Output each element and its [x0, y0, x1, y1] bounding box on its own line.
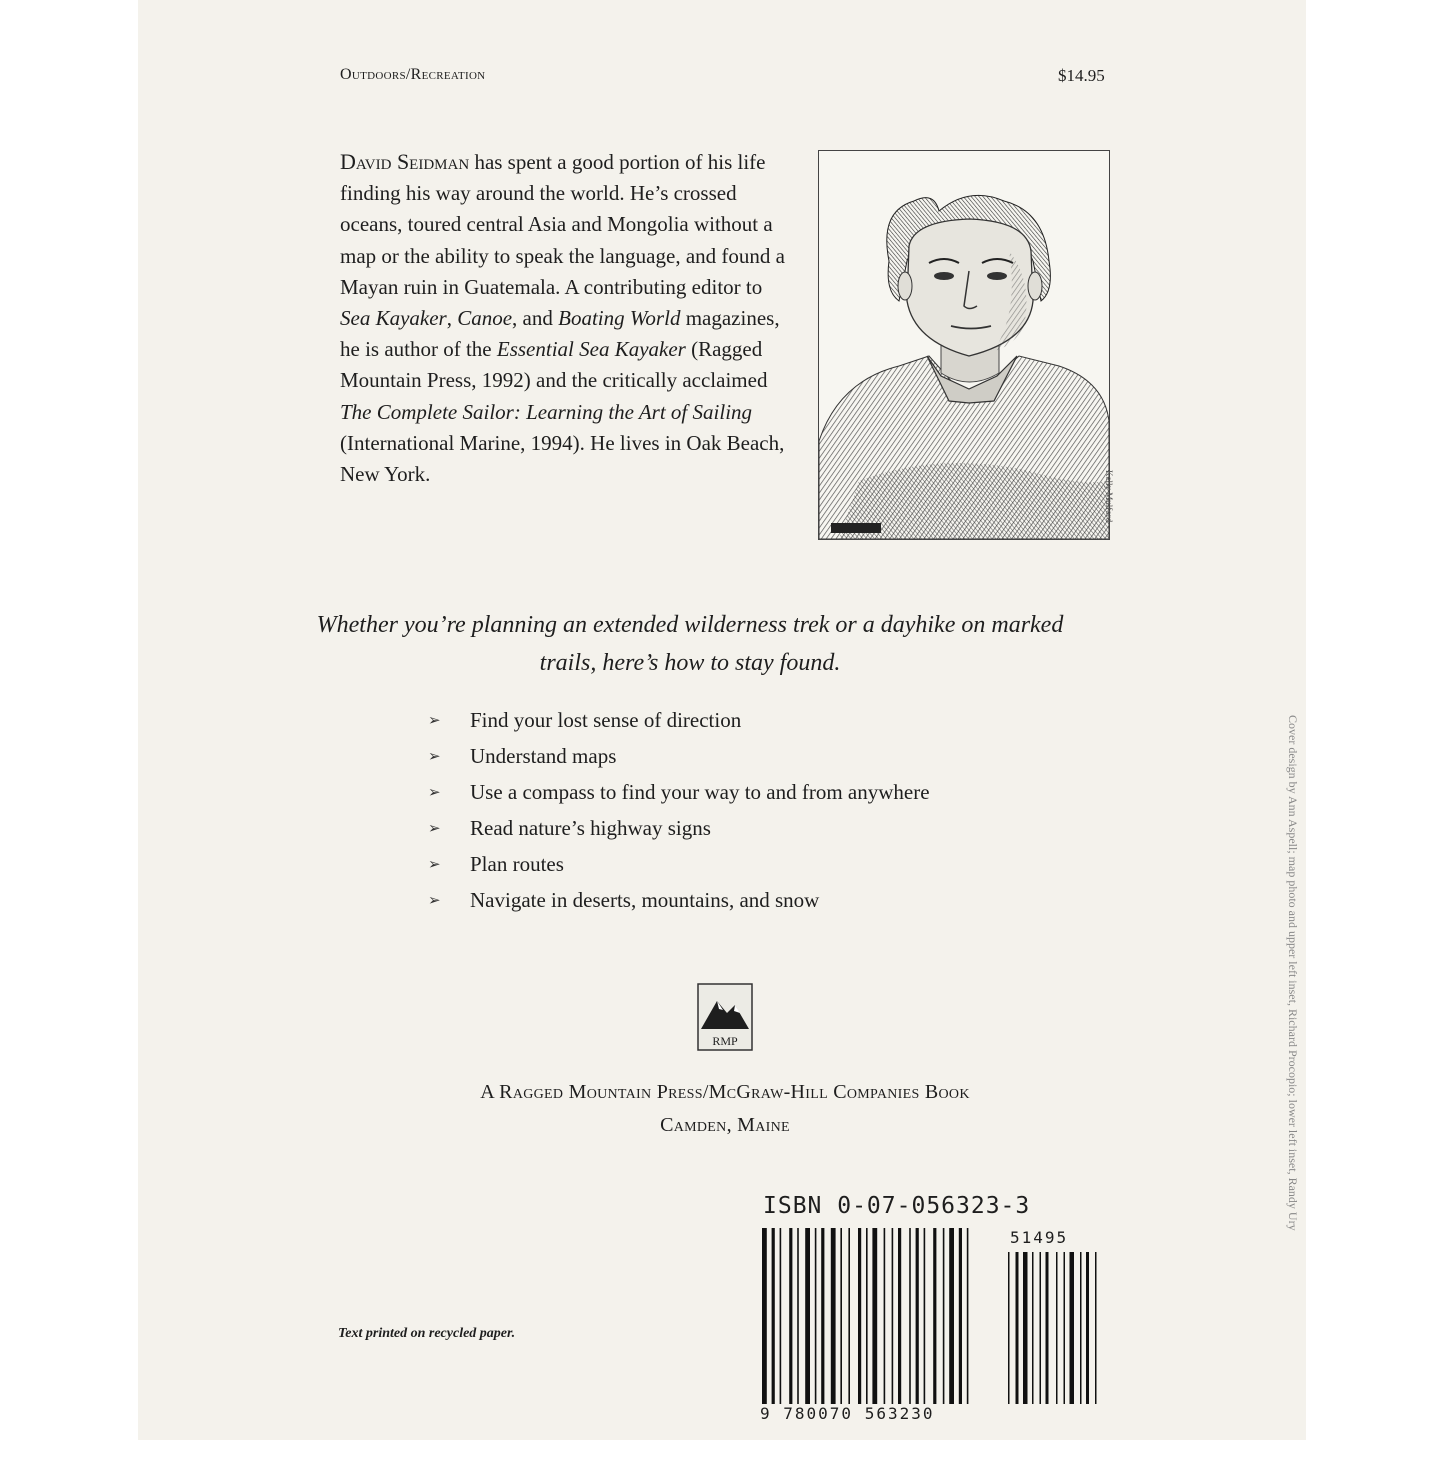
bio-separator: , — [446, 306, 458, 331]
list-item — [428, 774, 930, 810]
feature-text: Use a compass to find your way to and from anywhere — [470, 779, 930, 804]
imprint-line: A Ragged Mountain Press/McGraw-Hill Companies Book — [480, 1081, 970, 1103]
imprint-location: Camden, Maine — [660, 1114, 790, 1136]
bio-text: (Ragged Mountain Press, 1992) and the critically acclaimed — [340, 337, 768, 393]
portrait-credit: Kelly Mulford — [1104, 470, 1114, 523]
isbn-label: ISBN 0-07-056323-3 — [763, 1193, 1031, 1219]
arrow-bullet-icon: ➢ — [428, 712, 441, 729]
arrow-bullet-icon: ➢ — [428, 748, 441, 765]
mountain-logo-icon — [697, 983, 753, 1051]
cover-credits: Cover design by Ann Aspell; map photo and upper left inset, Richard Procopio; lower left inset, Randy Ury — [1286, 715, 1300, 1231]
arrow-bullet-icon: ➢ — [428, 784, 441, 801]
feature-text: Plan routes — [470, 851, 564, 876]
book-title: Essential Sea Kayaker — [496, 337, 686, 362]
book-title: The Complete Sailor: Learning the Art of Sailing — [340, 399, 753, 424]
magazine-title: Sea Kayaker — [340, 306, 447, 331]
feature-text: Navigate in deserts, mountains, and snow — [470, 887, 820, 912]
list-item — [428, 810, 930, 846]
category-label: Outdoors/Recreation — [340, 66, 486, 83]
barcode — [760, 1228, 1106, 1458]
feature-list — [428, 702, 930, 918]
price-label: $14.95 — [1058, 66, 1105, 85]
list-item — [428, 846, 930, 882]
arrow-bullet-icon: ➢ — [428, 856, 441, 873]
arrow-bullet-icon: ➢ — [428, 892, 441, 909]
list-item — [428, 738, 930, 774]
bio-text: magazines, he is author of the — [340, 306, 780, 362]
bio-text: has spent a good portion of his life finding his way around the world. He’s crossed oceans, toured central Asia and Mongolia without a map or the ability to speak the language, and found a Mayan ruin in Guatemala. A contributing editor to — [340, 150, 785, 299]
bio-separator: , and — [512, 306, 559, 331]
feature-text: Find your lost sense of direction — [470, 707, 742, 732]
recycled-note: Text printed on recycled paper. — [338, 1326, 516, 1341]
logo-text: RMP — [712, 1034, 738, 1048]
imprint — [380, 1076, 1070, 1142]
publisher-logo — [697, 983, 753, 1051]
author-portrait — [818, 150, 1110, 540]
list-item — [428, 702, 930, 738]
tagline: Whether you’re planning an extended wilderness trek or a dayhike on marked trails, here’s how to stay found. — [316, 612, 1064, 676]
portrait-sketch-icon — [819, 151, 1109, 539]
author-name: David Seidman — [340, 149, 470, 174]
arrow-bullet-icon: ➢ — [428, 820, 441, 837]
bio-text: (International Marine, 1994). He lives in Oak Beach, New York. — [340, 430, 785, 487]
ean-number: 9 780070 563230 — [760, 1404, 935, 1423]
magazine-title: Boating World — [558, 306, 681, 331]
list-item — [428, 882, 930, 918]
feature-text: Read nature’s highway signs — [470, 815, 711, 840]
price-code: 51495 — [1010, 1228, 1069, 1247]
magazine-title: Canoe — [457, 306, 513, 331]
author-bio — [340, 146, 790, 490]
feature-text: Understand maps — [470, 743, 617, 768]
barcode-bars-icon — [760, 1228, 1106, 1404]
